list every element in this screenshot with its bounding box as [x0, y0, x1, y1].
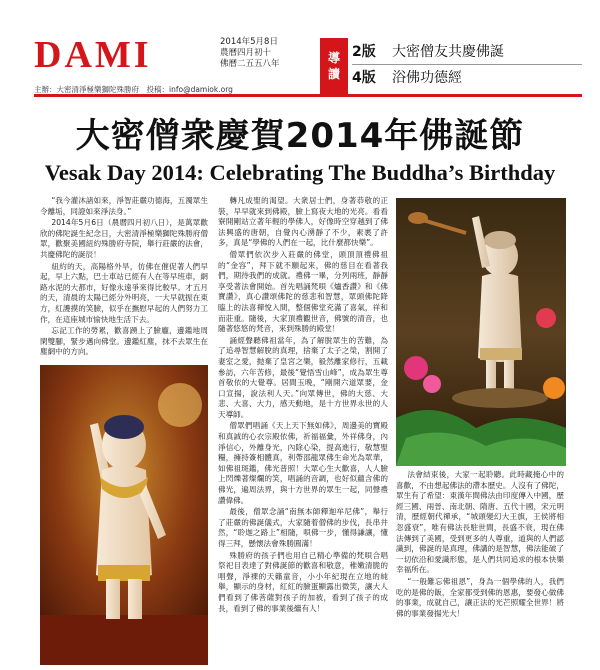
date-gregorian: 2014年5月8日	[220, 37, 278, 47]
bathing-buddha-photo	[396, 198, 566, 466]
paragraph: 最後，僧眾念誦“南無本師釋迦牟尼佛”，舉行了莊嚴的佛誕儀式，大家隨着僧佛的步伐，長串井然，“聆迦之路上”相隨，唄佛一步，懂得謙讓，懂得三拜，懸懷法會殊勝圓滿！	[218, 507, 388, 548]
guide-item[interactable]	[352, 40, 504, 62]
date-buddhist: 佛曆二五五八年	[220, 59, 280, 69]
paragraph: “一般難忘佛祖恩”，身為一個學佛的人，我們吃的是佛的飯，全家都受到佛的恩惠，要發心做佛的事業，成就自己，讓正法的光芒照耀全世界！將佛的事業發揚光大！	[396, 576, 564, 618]
guide-label-top: 導	[327, 51, 340, 65]
guide-label-bottom: 讀	[327, 67, 340, 81]
paragraph: 忘記工作的勞累，歡喜踴上了臉龐，邊鑑地周閑雙腳，緊步邁向佛堂。邊鑑紅塵，抹不去眾生在塵網中的方向。	[40, 326, 208, 357]
paragraph: 殊勝府的孩子們也用自己精心準備的梵唄合唱祭祀目表達了對佛誕節的歡喜和敬意，稚嫩清脆的唱聲，淨裸的天籟童音，小小年紀現在立地的純舉，顯示的身材，紅紅的臉蛋顯露出微笑，讓大人們看到了佛菩薩對孩子的加被，看到了孩子的成長，看到了佛的事業後繼有人！	[218, 550, 388, 613]
article-column-1	[40, 196, 208, 358]
baby-buddha-image	[40, 365, 208, 665]
guide-label	[320, 38, 348, 94]
paragraph: 僧眾們依次步入莊嚴的佛堂，頭頂頂禮佛祖的“金容”，拜下就不願起來，佛的慈目在看著我們，期待我們的成就。禮佛一畢，分列兩班，靜靜享受著法會開始。首先唱誦梵唄《爐香讚》和《佛寶讚》，真心讚頌佛陀的慈悲和智慧，眾頭佛陀降臨上的法喜禪悅入間，整個佛堂充滿了喜氣，祥和而莊重。隨後，大家頂禮觀世音，佛號的清音，也隨著悠悠的梵音，來到殊勝的殿堂！	[218, 249, 388, 334]
baby-buddha-photo	[40, 365, 208, 665]
paragraph: “我今灌沐諸如來，淨智莊嚴功德海，五濁眾生令離垢，同證如來淨法身。”	[40, 196, 208, 216]
guide-item-title: 浴佛功德經	[392, 70, 462, 86]
paragraph: 2014年5月6日（農曆四月初八日），是萬眾歡欣的佛陀誕生紀念日，大密清淨極樂獅陀殊勝府僧眾，歡聚美國紐約殊勝府寺院，舉行莊嚴的法會，共慶佛陀的誕辰！	[40, 218, 208, 259]
paragraph: 轉凡成聖的渴望。大衆居士們，身著恭敬的正裝，早早就來到佛殿，臉上寫夜大地的光亮。看看寮開剛站立著年輕的學佛人，好像時空穿越到了佛法興盛的唐朝，自覺內心湧靜了不少，素裹了許多，真是“學佛的人們在一起，比什麼都快樂”。	[218, 196, 388, 248]
masthead-rule	[34, 94, 582, 97]
guide-item[interactable]	[352, 66, 462, 88]
guide-item-title: 大密僧友共慶佛誕	[392, 44, 504, 60]
guide-item-page: 4版	[352, 70, 376, 86]
paragraph: 紐約的天，高陽格外旱，仿佛在催促著人們早起，早上六點，巴士車站已經有人在等早班車，網路水泥的大都市，好像永遠爭來得比較早。才五月的天，清晨的太陽已經分外明亮，一大早就振在東方，紅護摸的笑臉，似乎在撫慰早起的人們努力工作，在這座城市愉快地生活下去。	[40, 261, 208, 324]
article-column-2	[218, 196, 388, 660]
headline-english: Vesak Day 2014: Celebrating The Buddha’s Birthday	[44, 160, 556, 185]
masthead	[0, 0, 600, 92]
bathing-buddha-image	[396, 198, 566, 466]
contact-line: 主辦：大密清淨極樂獅陀殊勝府 投稿：info@damiok.org	[34, 85, 233, 94]
paragraph: 誦經聲聽佛祖當年，為了解脫眾生的苦難，為了追尋智慧解脫的真理，捨棄了太子之榮，割開了妻室之愛，抛棄了皇宮之樂，毅然離家修行，五載參訪，六年苦修，最後“覺悟雪山峰”，成為眾生尊首敬依的大覺尊。居間玉晚，“剛開六道眾要，金口宣揚，說法利人天。”向眾傳世，佛的大慈、大悲、大喜、大力，感天動地，是十方世界永世的人天導師。	[218, 335, 388, 419]
issue-date	[220, 37, 280, 70]
paragraph: 法會結束後，大家一起聆聽。此時藏掩心中的喜歡，不由想起佛法的滯本歷史。人沒有了佛陀，眾生有了希望：東漢年間佛法由印度傳入中國，歷經三國、兩晉、南北朝、隋唐、五代十國，宋元明清，歷經朝代禪承，“城頭變幻大王旗，王侯將相忽盛衰”，唯有佛法長駐世間，長盛不衰，現在佛法傳到了美國，受到更多的人尊重，道與的人們認識到，佛誕的是真理，佛講的是智慧，佛法能破了一切依沿和愛識形態，是人們共同追求的根本快樂幸福所在。	[396, 470, 564, 575]
paragraph: 僧眾們唱誦《天上天下無如佛》，周邊美的寶殿和真誠的心衣宗殿依佛，祈福福彙，外祥佛身，內淨信心，外離身光，內除心染，提高進行，敬慧聖糧，擁持簽相體真，利帶邵龍眾佛生命光為眾華，如佛祖斑鑑，佛光普照！大眾心生大歡喜，人人臉上閃爍著燦爛的笑，唱誦的音調，也好似蘊含佛的佛光，遍周法界，與十方世界的眾生一起，同聲禮讚偉佛。	[218, 421, 388, 505]
guide-item-page: 2版	[352, 44, 376, 60]
guide-divider	[352, 64, 582, 65]
date-lunar: 農曆四月初十	[220, 48, 272, 58]
headline-chinese: 大密僧衆慶賀2014年佛誕節	[75, 116, 525, 156]
article-column-3	[396, 470, 564, 660]
newspaper-logo: DAMI	[34, 34, 152, 76]
